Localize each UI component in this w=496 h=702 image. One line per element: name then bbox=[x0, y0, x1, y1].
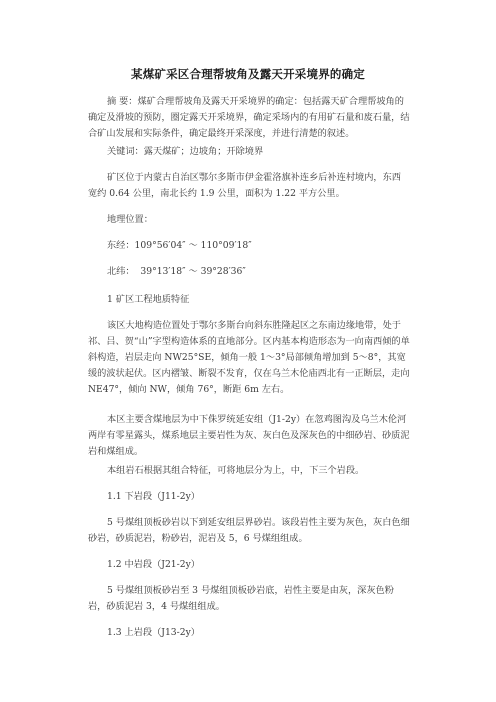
section1-paragraph-2: 本区主要含煤地层为中下侏罗统延安组（J1-2y）在忽鸡图沟及乌兰木伦河两岸有零星露头，煤系地层主要岩性为灰、灰白色及深灰色的中细砂岩、砂质泥岩和煤组成。 bbox=[88, 414, 410, 457]
keywords-paragraph: 关键词：露天煤矿；边坡角；开除境界 bbox=[107, 146, 264, 157]
location-intro-paragraph: 矿区位于内蒙古自治区鄂尔多斯市伊金霍洛旗补连乡后补连村境内，东西宽约 0.64 公里，南北长约 1.9 公里，面积为 1.22 平方公里。 bbox=[88, 172, 401, 199]
abstract-paragraph: 摘 要：煤矿合理帮坡角及露天开采境界的确定：包括露天矿合理帮坡角的确定及滑坡的预防，圈定露天开采境界，确定采场内的有用矿石量和废石量，结合矿山发展和实际条件，确定最终开采深度，并进行清楚的叙述。 bbox=[88, 96, 410, 139]
subsection-1-3-heading: 1.3 上岩段（J13-2y） bbox=[107, 627, 200, 638]
section1-paragraph-3: 本组岩石根据其组合特征，可将地层分为上，中，下三个岩段。 bbox=[107, 465, 365, 476]
section1-heading: 1 矿区工程地质特征 bbox=[107, 294, 190, 305]
subsection-1-1-heading: 1.1 下岩段（J11-2y） bbox=[107, 491, 200, 502]
latitude-text: 北纬： 39°13′18″ ～ 39°28′36″ bbox=[107, 266, 246, 277]
document-title: 某煤矿采区合理帮坡角及露天开采境界的确定 bbox=[131, 67, 365, 81]
longitude-text: 东经：109°56′04″ ～ 110°09′18″ bbox=[107, 240, 252, 251]
subsection-1-2-paragraph: 5 号煤组顶板砂岩至 3 号煤组顶板砂岩底，岩性主要是由灰，深灰色粉岩，砂质泥岩 3，4 号煤组组成。 bbox=[88, 585, 394, 612]
subsection-1-1-paragraph: 5 号煤组顶板砂岩以下到延安组层界砂岩。该段岩性主要为灰色，灰白色细砂岩，砂质泥岩，粉砂岩，泥岩及 5，6 号煤组组成。 bbox=[88, 517, 410, 544]
geo-position-label: 地理位置： bbox=[107, 214, 153, 225]
subsection-1-2-heading: 1.2 中岩段（J21-2y） bbox=[107, 559, 200, 570]
section1-paragraph-1: 该区大地构造位置处于鄂尔多斯台向斜东胜隆起区之东南边缘地带，处于祁、吕、贺“山”字型构造体系的直地部分。区内基本构造形态为一向南西倾的单斜构造，岩层走向 NW25°SE，倾角一般 1～3°局部倾角增加到 5～8°，其宽缓的波状起伏。区内褶皱、断裂不发育，仅在乌兰木伦庙西北有一正断层，走向 NE47°，倾向 NW，倾角 76°，断距 6m 左右。 bbox=[88, 320, 410, 395]
